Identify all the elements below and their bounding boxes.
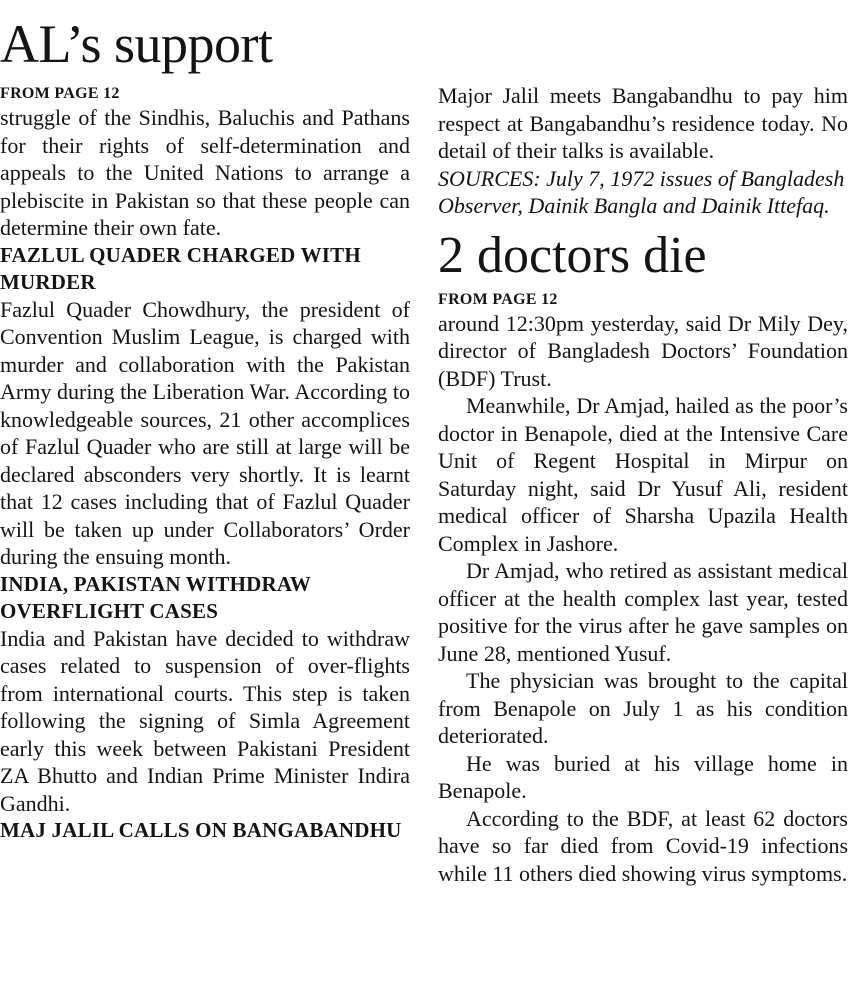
- subhead-maj-jalil: MAJ JALIL CALLS ON BANGABANDHU: [0, 818, 402, 842]
- story-paragraph: around 12:30pm yesterday, said Dr Mily Dey, director of Bangladesh Doctors’ Foundation (BDF) Trust.: [438, 310, 848, 391]
- story-paragraph: The physician was brought to the capital from Benapole on July 1 as his condition deteriorated.: [438, 668, 848, 748]
- continuation-paragraph: Major Jalil meets Bangabandhu to pay him respect at Bangabandhu’s residence today. No detail of their talks is available.: [438, 83, 848, 163]
- headline-als-support: AL’s support: [0, 14, 273, 74]
- story-paragraph: Meanwhile, Dr Amjad, hailed as the poor’s doctor in Benapole, died at the Intensive Care Unit of Regent Hospital in Mirpur on Saturday night, said Dr Yusuf Ali, resident medical officer of Sharsha Upazila Health Complex in Jashore.: [438, 393, 848, 556]
- subhead-overflight-cases: INDIA, PAKISTAN WITHDRAW OVERFLIGHT CASES: [0, 571, 311, 623]
- story-paragraph: According to the BDF, at least 62 doctors have so far died from Covid-19 infections while 11 others died showing virus symptoms.: [438, 805, 848, 886]
- left-column: [0, 0, 410, 844]
- story-paragraph: Dr Amjad, who retired as assistant medical officer at the health complex last year, tested positive for the virus after he gave samples on June 28, mentioned Yusuf.: [438, 558, 848, 666]
- right-column: [438, 0, 848, 887]
- sources-note: SOURCES: July 7, 1972 issues of Bangladesh Observer, Dainik Bangla and Dainik Ittefaq.: [438, 165, 845, 218]
- intro-paragraph: struggle of the Sindhis, Baluchis and Pathans for their rights of self-determination and appeals to the United Nations to arrange a plebiscite in Pakistan so that these people can determine their own fate.: [0, 105, 410, 240]
- subhead-fazlul-quader: FAZLUL QUADER CHARGED WITH MURDER: [0, 242, 361, 294]
- kicker-from-page: FROM PAGE 12: [438, 290, 558, 308]
- kicker-from-page: FROM PAGE 12: [0, 85, 120, 102]
- story-paragraph: He was buried at his village home in Benapole.: [438, 750, 848, 803]
- headline-2-doctors-die: 2 doctors die: [438, 226, 707, 284]
- paragraph-fazlul-quader: Fazlul Quader Chowdhury, the president of Convention Muslim League, is charged with murder and collaboration with the Pakistan Army during the Liberation War. According to knowledgeable sources, 21 other accomplices of Fazlul Quader who are still at large will be declared absconders very shortly. It is learnt that 12 cases including that of Fazlul Quader will be taken up under Collaborators’ Order during the ensuing month.: [0, 296, 410, 569]
- paragraph-overflight-cases: India and Pakistan have decided to withdraw cases related to suspension of over-flights from international courts. This step is taken following the signing of Simla Agreement early this week between Pakistani President ZA Bhutto and Indian Prime Minister Indira Gandhi.: [0, 625, 410, 816]
